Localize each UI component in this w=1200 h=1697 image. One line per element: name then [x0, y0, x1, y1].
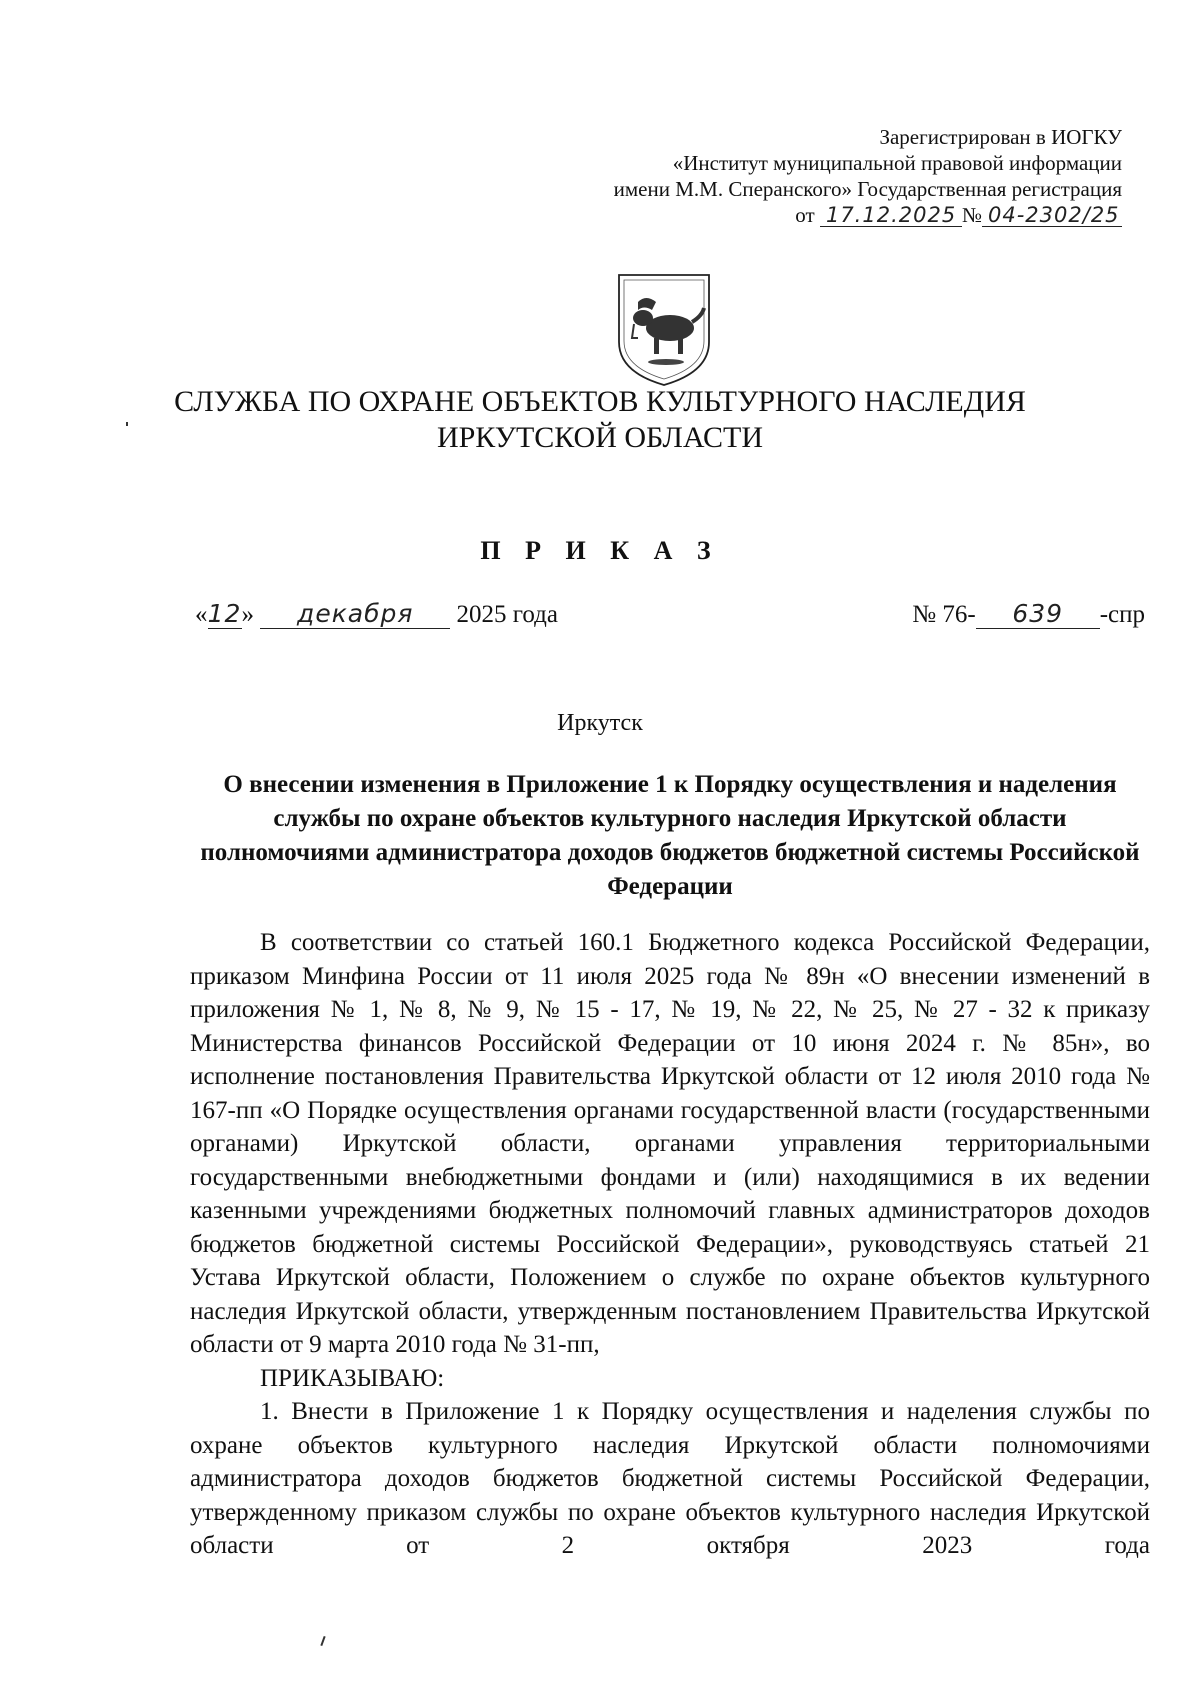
registration-line-2: «Институт муниципальной правовой информации: [672, 151, 1122, 175]
order-month: декабря: [260, 600, 450, 629]
organization-name-line-2: ИРКУТСКОЙ ОБЛАСТИ: [436, 421, 764, 454]
registration-number-label: №: [961, 203, 982, 227]
registration-line-4: [614, 202, 1122, 228]
date-open-quote: «: [195, 601, 208, 628]
order-word: ПРИКАЗЫВАЮ:: [260, 1364, 445, 1392]
order-heading: О внесении изменения в Приложение 1 к Порядку осуществления и наделения службы по охране объектов культурного наследия Иркутской области полномочиями администратора доходов бюджетов бюджетной системы Российской Федерации: [200, 771, 1140, 900]
order-year: 2025 года: [456, 601, 558, 628]
registration-line-3: имени М.М. Сперанского» Государственная регистрация: [613, 177, 1122, 201]
order-day: 12: [207, 599, 242, 628]
scan-speck: [126, 422, 128, 426]
registration-stamp: [614, 124, 1122, 228]
document-type-title: П Р И К А З: [480, 536, 720, 565]
date-close-quote: »: [241, 601, 254, 628]
item-1-paragraph: 1. Внести в Приложение 1 к Порядку осуществления и наделения службы по охране объектов культурного наследия Иркутской области полномочиями администратора доходов бюджетов бюджетной системы Российской Федерации, утвержденному приказом службы по охране объектов культурного наследия Иркутской области от 2 октября 2023 года: [190, 1398, 1150, 1559]
registration-line-1: Зарегистрирован в ИОГКУ: [879, 125, 1122, 149]
order-number: [912, 600, 1145, 629]
order-number-handwritten: 639: [976, 600, 1100, 629]
irkutsk-coat-of-arms-icon: [616, 272, 712, 388]
organization-name-line-1: СЛУЖБА ПО ОХРАНЕ ОБЪЕКТОВ КУЛЬТУРНОГО НАСЛЕДИЯ: [174, 385, 1026, 418]
order-number-suffix: -спр: [1099, 601, 1145, 628]
registration-date: 17.12.2025: [820, 204, 962, 227]
scan-speck: [320, 1636, 325, 1646]
registration-from-label: от: [795, 203, 815, 227]
document-body: [190, 926, 1150, 1563]
registration-number: 04-2302/25: [982, 204, 1122, 227]
city-name: Иркутск: [557, 710, 643, 736]
order-date-number-row: [195, 600, 1145, 640]
order-number-prefix: № 76-: [912, 601, 976, 628]
preamble-paragraph: В соответствии со статьей 160.1 Бюджетного кодекса Российской Федерации, приказом Минфина России от 11 июля 2025 года № 89н «О внесении изменений в приложения № 1, № 8, № 9, № 15 - 17, № 19, № 22, № 25, № 27 - 32 к приказу Министерства финансов Российской Федерации от 10 июня 2024 г. № 85н», во исполнение постановления Правительства Иркутской области от 12 июля 2010 года № 167-пп «О Порядке осуществления органами государственной власти (государственными органами) Иркутской области, органами управления территориальными государственными внебюджетными фондами и (или) находящимися в их ведении казенными учреждениями бюджетных полномочий главных администраторов доходов бюджетов бюджетной системы Российской Федерации», руководствуясь статьей 21 Устава Иркутской области, Положением о службе по охране объектов культурного наследия Иркутской области, утвержденным постановлением Правительства Иркутской области от 9 марта 2010 года № 31-пп,: [190, 929, 1150, 1358]
order-date: [195, 600, 558, 629]
